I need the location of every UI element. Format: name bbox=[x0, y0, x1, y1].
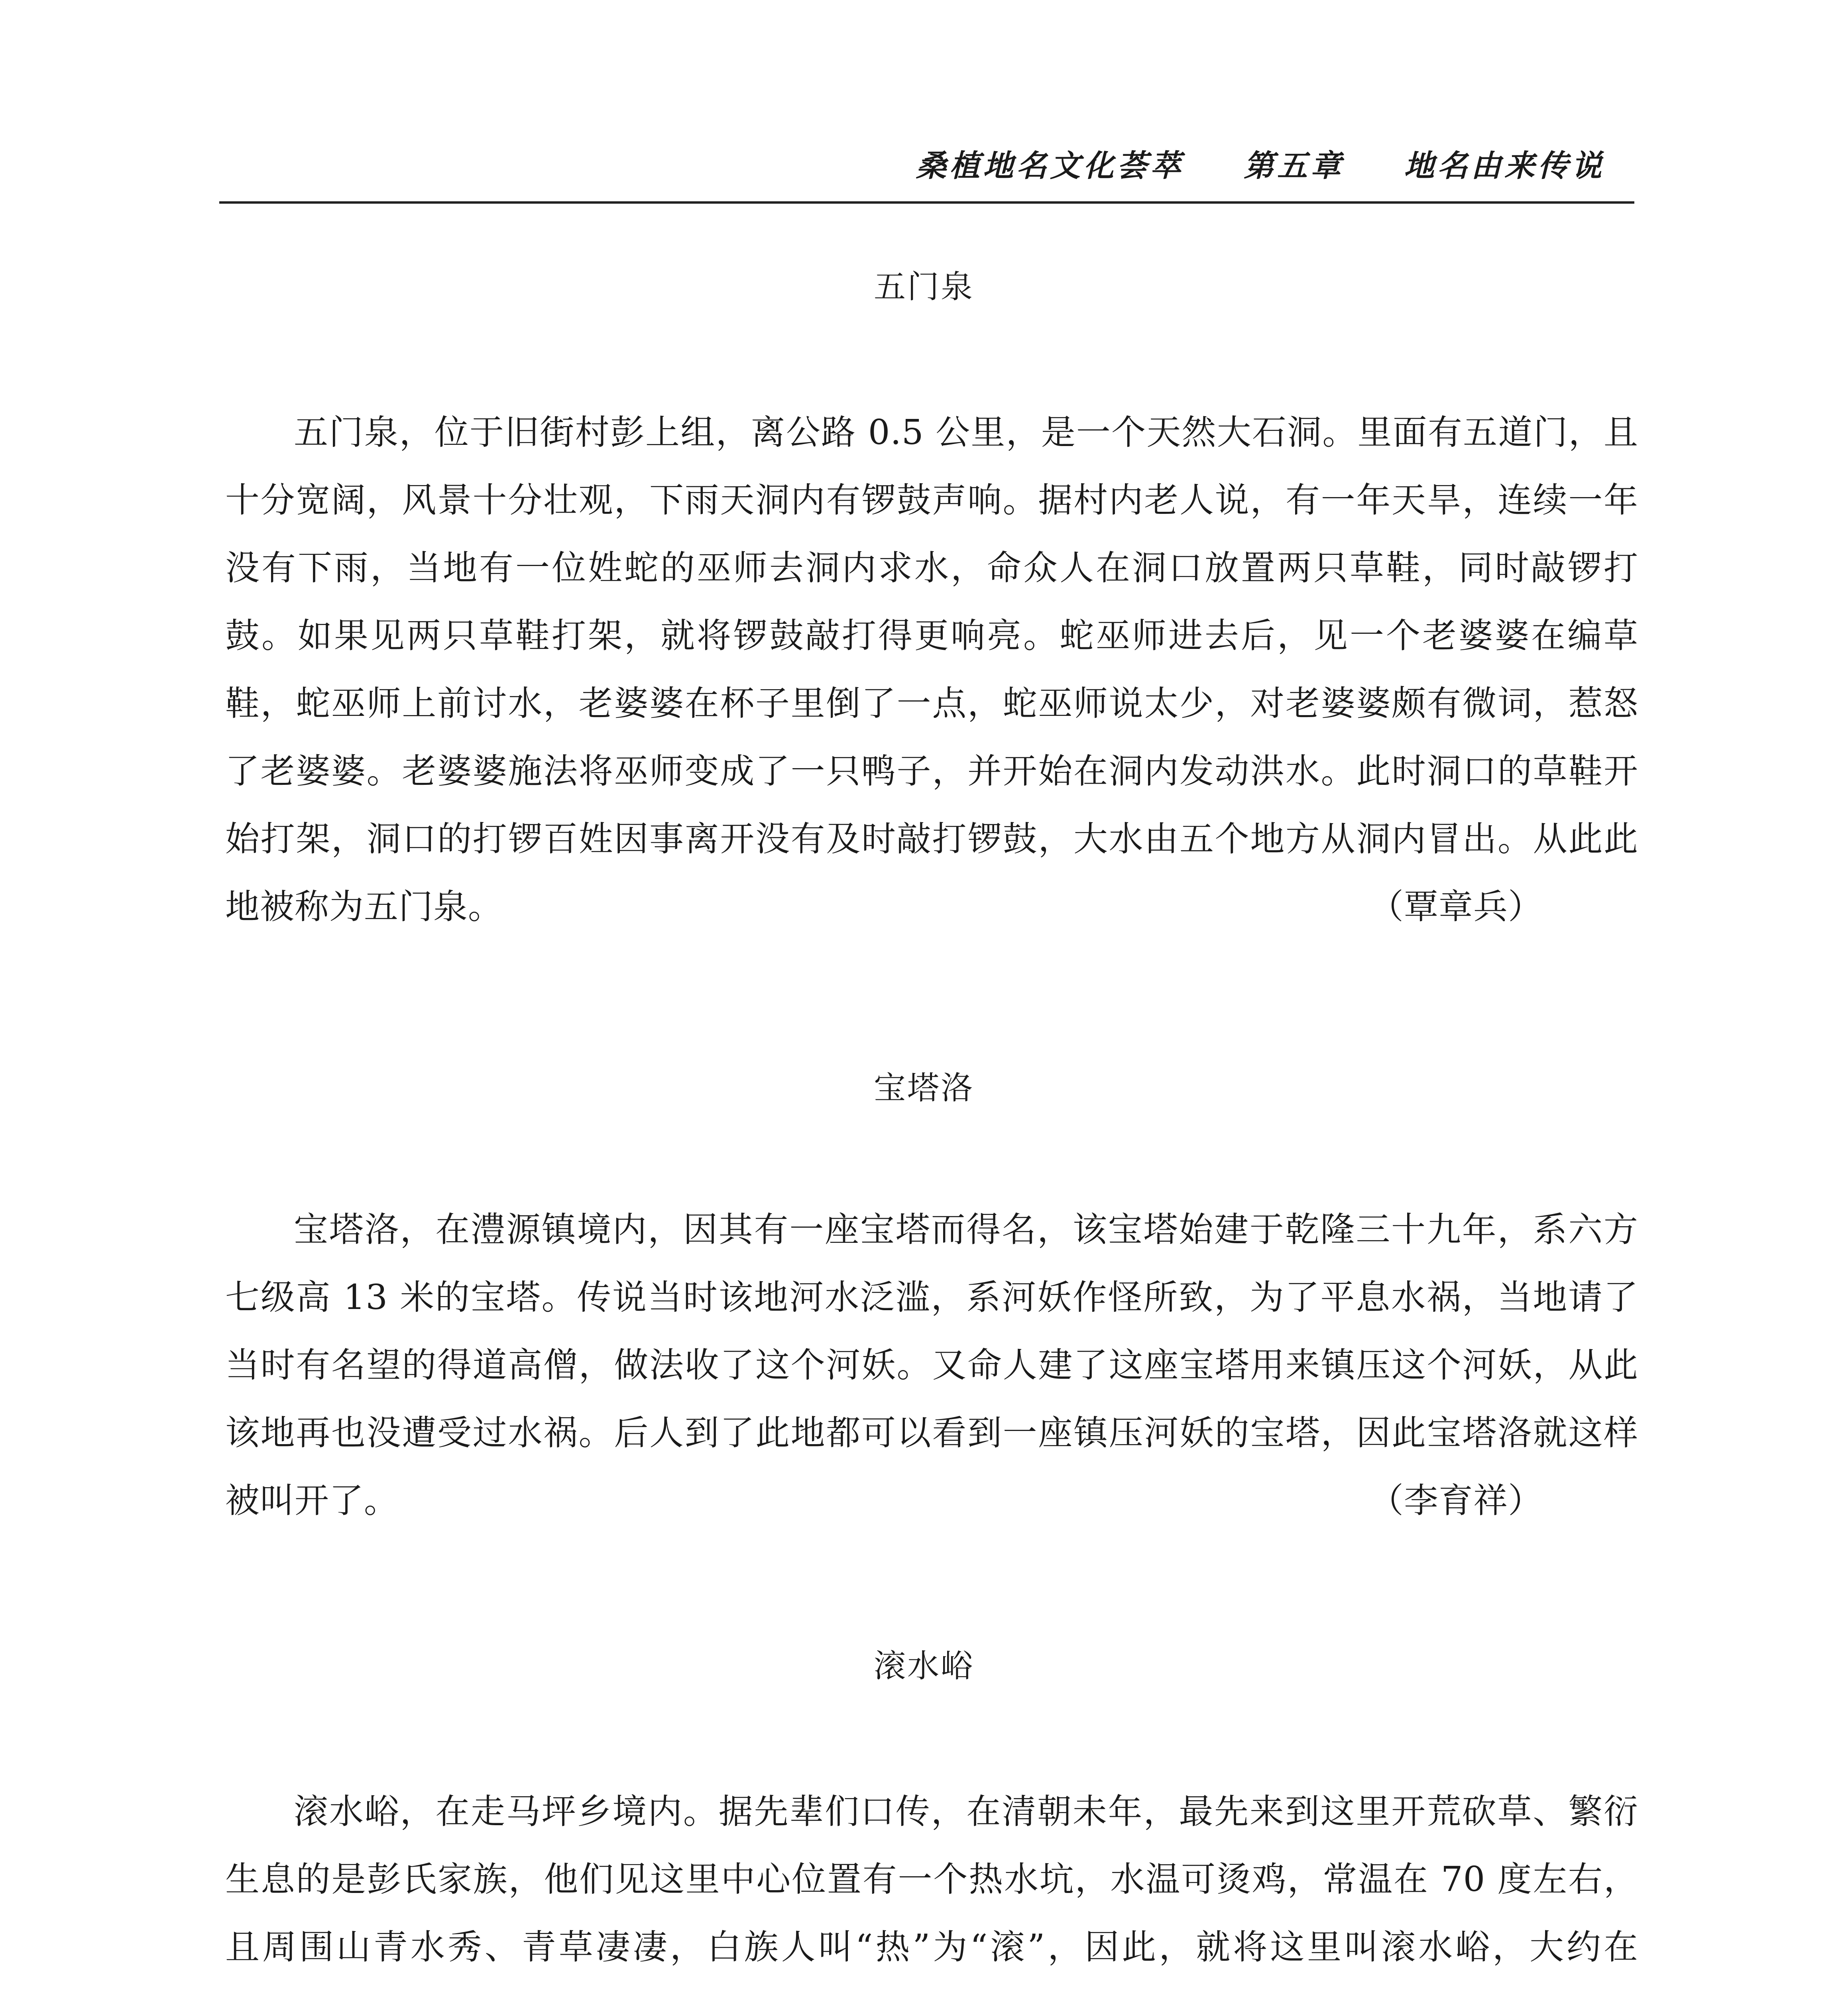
article-body-wumenquan bbox=[225, 399, 1638, 941]
article-title-baotaluo: 宝塔洛 bbox=[874, 1069, 974, 1107]
header-rule bbox=[219, 201, 1634, 204]
article-body-baotaluo bbox=[225, 1196, 1638, 1535]
running-header bbox=[916, 142, 1605, 185]
article-author-baotaluo: （李育祥） bbox=[1369, 1481, 1543, 1521]
header-section: 地名由来传说 bbox=[1404, 148, 1605, 183]
article-title-wumenquan: 五门泉 bbox=[874, 268, 974, 305]
header-chapter: 第五章 bbox=[1244, 148, 1344, 183]
article-title-gunshuiyu: 滚水峪 bbox=[874, 1647, 974, 1684]
article-text-gunshuiyu: 滚水峪，在走马坪乡境内。据先辈们口传，在清朝未年，最先来到这里开荒砍草、繁衍生息的是彭氏家族，他们见这里中心位置有一个热水坑，水温可烫鸡，常温在 70 度左右，且周围山青水秀、青草凄凄，白族人叫“热”为“滚”，因此，就将这里叫滚水峪，大约在 bbox=[225, 1792, 1638, 1967]
header-book-title: 桑植地名文化荟萃 bbox=[916, 148, 1184, 183]
article-author-wumenquan: （覃章兵） bbox=[1369, 887, 1543, 927]
article-text-baotaluo: 宝塔洛，在澧源镇境内，因其有一座宝塔而得名，该宝塔始建于乾隆三十九年，系六方七级高 13 米的宝塔。传说当时该地河水泛滥，系河妖作怪所致，为了平息水祸，当地请了当时有名望的得道高僧，做法收了这个河妖。又命人建了这座宝塔用来镇压这个河妖，从此该地再也没遭受过水祸。后人到了此地都可以看到一座镇压河妖的宝塔，因此宝塔洛就这样被叫开了。 bbox=[225, 1210, 1638, 1521]
article-body-gunshuiyu bbox=[225, 1778, 1638, 1993]
article-text-wumenquan: 五门泉，位于旧街村彭上组，离公路 0.5 公里，是一个天然大石洞。里面有五道门，且十分宽阔，风景十分壮观，下雨天洞内有锣鼓声响。据村内老人说，有一年天旱，连续一年没有下雨，当地有一位姓蛇的巫师去洞内求水，命众人在洞口放置两只草鞋，同时敲锣打鼓。如果见两只草鞋打架，就将锣鼓敲打得更响亮。蛇巫师进去后，见一个老婆婆在编草鞋，蛇巫师上前讨水，老婆婆在杯子里倒了一点，蛇巫师说太少，对老婆婆颇有微词，惹怒了老婆婆。老婆婆施法将巫师变成了一只鸭子，并开始在洞内发动洪水。此时洞口的草鞋开始打架，洞口的打锣百姓因事离开没有及时敲打锣鼓，大水由五个地方从洞内冒出。从此此地被称为五门泉。 bbox=[225, 413, 1638, 927]
